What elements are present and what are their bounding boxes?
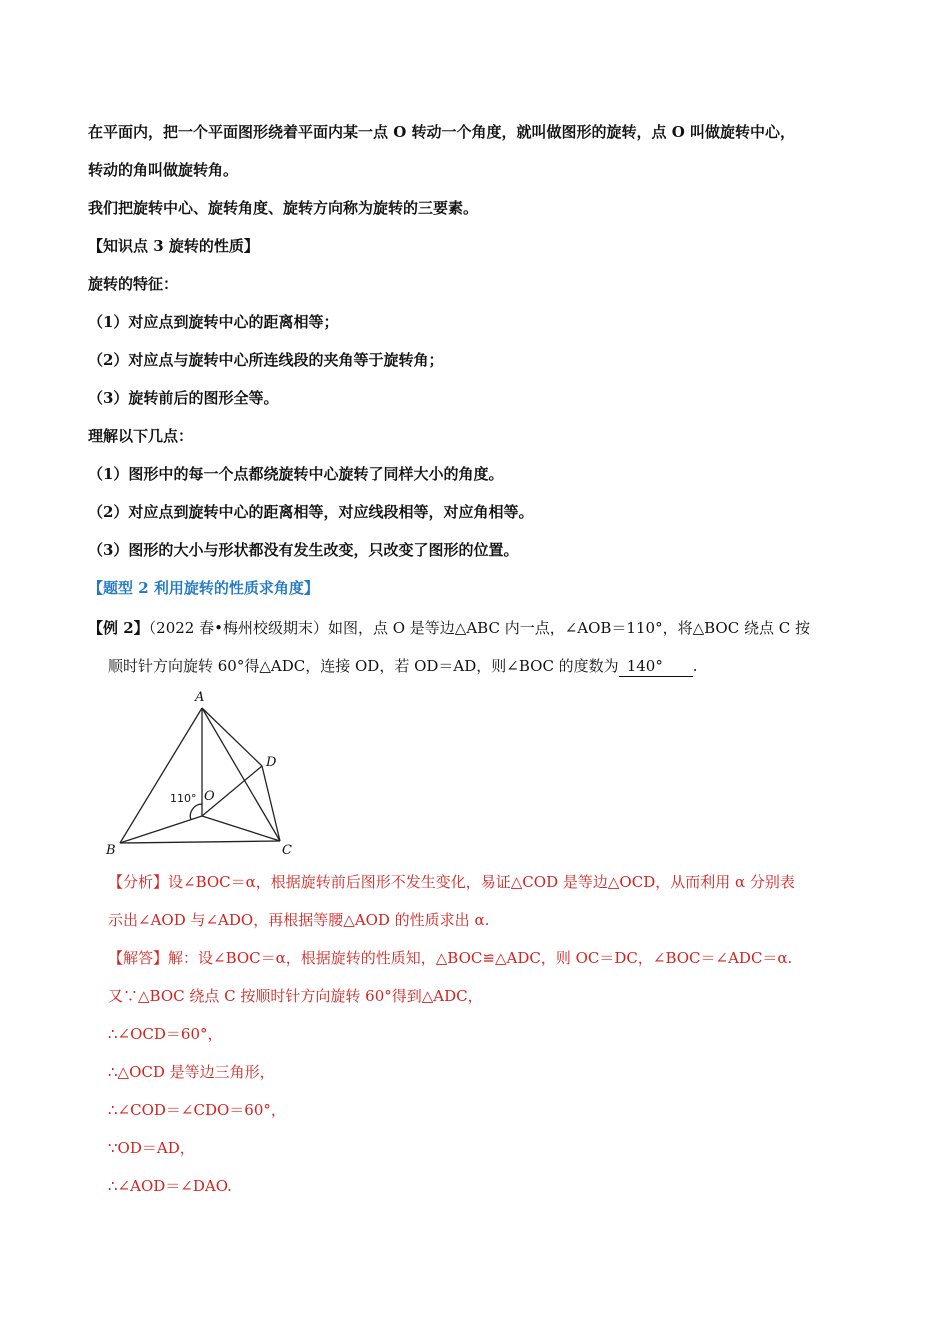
example-2-line-1 [88, 618, 810, 638]
label-a: A [195, 690, 205, 705]
geometry-figure [100, 686, 310, 858]
features-title: 旋转的特征： [88, 275, 179, 293]
segment-ac [202, 708, 280, 841]
understand-item: （2）对应点到旋转中心的距离相等，对应线段相等，对应角相等。 [88, 503, 534, 521]
example-text: 顺时针方向旋转 60°得△ADC，连接 OD，若 OD＝AD，则∠BOC 的度数为 [108, 657, 619, 675]
example-2-line-2 [108, 656, 697, 677]
definition-line-2: 转动的角叫做旋转角。 [88, 161, 239, 179]
definition-line-3: 我们把旋转中心、旋转角度、旋转方向称为旋转的三要素。 [88, 199, 479, 217]
solution-line-4: ∴△OCD 是等边三角形， [108, 1063, 275, 1081]
label-d: D [266, 755, 277, 770]
label-b: B [106, 843, 116, 858]
example-text: . [692, 657, 698, 675]
label-o: O [204, 789, 215, 804]
question-type-2-heading: 【题型 2 利用旋转的性质求角度】 [88, 579, 319, 597]
analysis-line-2: 示出∠AOD 与∠ADO，再根据等腰△AOD 的性质求出 α. [108, 911, 490, 929]
definition-line-1: 在平面内，把一个平面图形绕着平面内某一点 O 转动一个角度，就叫做图形的旋转，点 O 叫做旋转中心， [88, 123, 796, 141]
example-label: 【例 2】 [88, 619, 149, 637]
understand-title: 理解以下几点： [88, 427, 194, 445]
solution-line-3: ∴∠OCD＝60°， [108, 1025, 223, 1043]
feature-item: （1）对应点到旋转中心的距离相等； [88, 313, 339, 331]
understand-item: （3）图形的大小与形状都没有发生改变，只改变了图形的位置。 [88, 541, 519, 559]
analysis-line-1: 【分析】设∠BOC＝α，根据旋转前后图形不发生变化，易证△COD 是等边△OCD，从而利用 α 分别表 [108, 873, 795, 891]
segment-ad [202, 708, 262, 766]
figure-lines [120, 708, 280, 843]
segment-bc [120, 841, 280, 843]
example-text: （2022 春•梅州校级期末）如图，点 O 是等边△ABC 内一点，∠AOB＝110°，将△BOC 绕点 C 按 [148, 619, 810, 637]
segment-oc [202, 816, 280, 841]
understand-item: （1）图形中的每一个点都绕旋转中心旋转了同样大小的角度。 [88, 465, 504, 483]
solution-line-7: ∴∠AOD＝∠DAO. [108, 1177, 232, 1195]
solution-line-5: ∴∠COD＝∠CDO＝60°， [108, 1101, 286, 1119]
segment-ab [120, 708, 202, 843]
solution-line-1: 【解答】解：设∠BOC＝α，根据旋转的性质知，△BOC≌△ADC，则 OC＝DC，∠BOC＝∠ADC＝α. [108, 949, 793, 967]
solution-line-6: ∵OD＝AD， [108, 1139, 195, 1157]
knowledge-point-3-heading: 【知识点 3 旋转的性质】 [88, 237, 259, 255]
segment-ob [120, 816, 202, 843]
solution-line-2: 又∵△BOC 绕点 C 按顺时针方向旋转 60°得到△ADC， [108, 987, 483, 1005]
answer-blank: 140° [619, 656, 693, 677]
label-c: C [282, 843, 292, 858]
angle-label: 110° [170, 792, 197, 805]
segment-dc [262, 766, 280, 841]
feature-item: （2）对应点与旋转中心所连线段的夹角等于旋转角； [88, 351, 444, 369]
feature-item: （3）旋转前后的图形全等。 [88, 389, 279, 407]
